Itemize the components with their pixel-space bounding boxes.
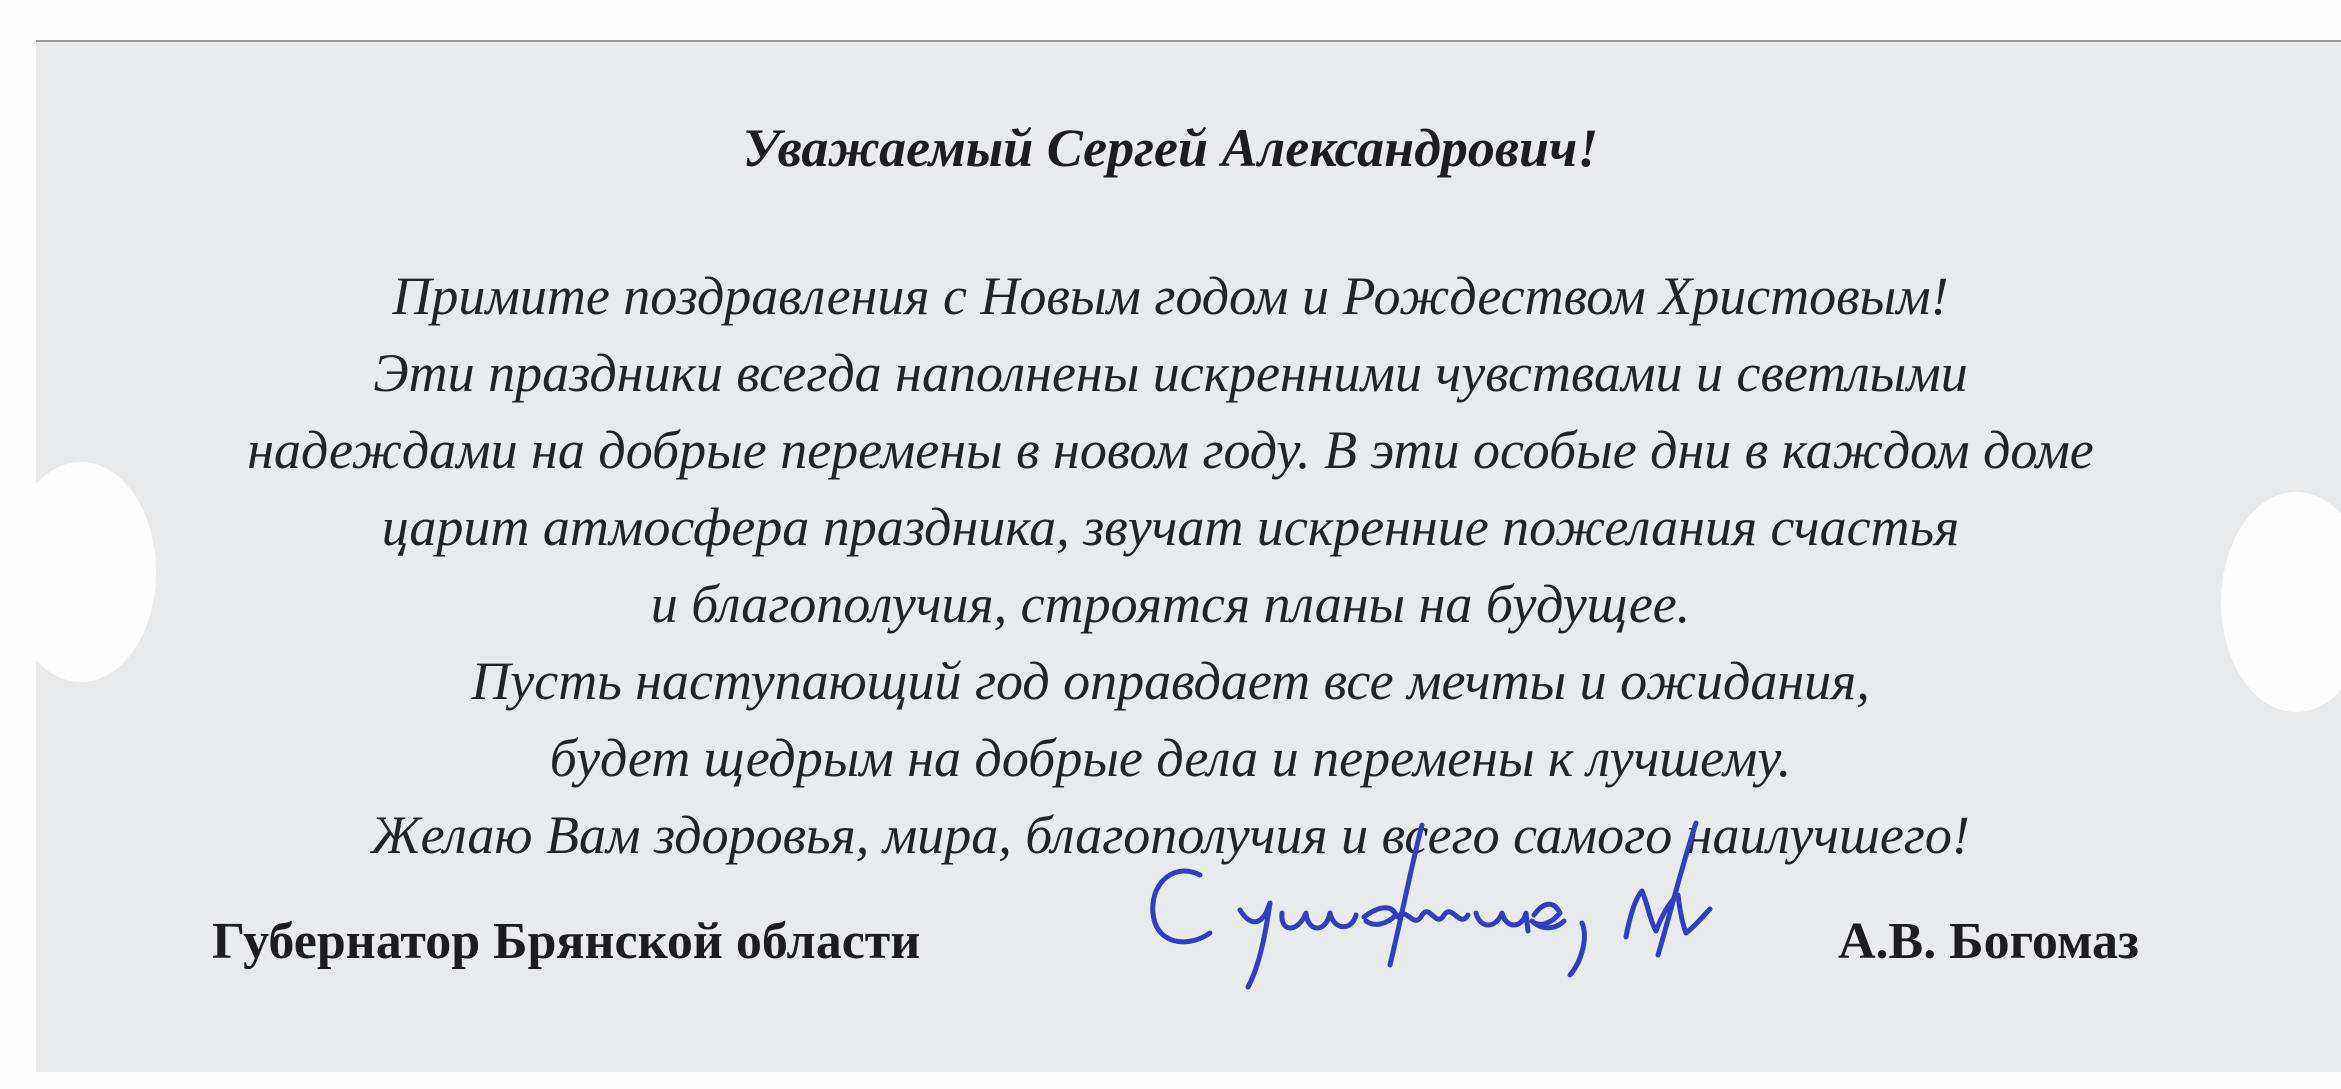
body-line: Примите поздравления с Новым годом и Рождеством Христовым! bbox=[392, 266, 1949, 326]
body-line: будет щедрым на добрые дела и перемены к лучшему. bbox=[549, 728, 1792, 788]
body-line: надеждами на добрые перемены в новом году. В эти особые дни в каждом доме bbox=[247, 420, 2094, 480]
body-line: и благополучия, строятся планы на будущее. bbox=[650, 574, 1691, 634]
salutation: Уважаемый Сергей Александрович! bbox=[742, 118, 1599, 178]
letter-body bbox=[0, 258, 2341, 874]
body-line: Пусть наступающий год оправдает все мечты и ожидания, bbox=[471, 651, 1870, 711]
signer-name: А.В. Богомаз bbox=[1838, 913, 2139, 970]
handwritten-signature bbox=[1130, 805, 1830, 1005]
signer-title: Губернатор Брянской области bbox=[212, 913, 921, 970]
body-line: Эти праздники всегда наполнены искренними чувствами и светлыми bbox=[373, 343, 1968, 403]
card-top-edge bbox=[36, 40, 2341, 42]
body-line: царит атмосфера праздника, звучат искренние пожелания счастья bbox=[381, 497, 1960, 557]
body-line: Желаю Вам здоровья, мира, благополучия и всего самого наилучшего! bbox=[371, 805, 1970, 865]
